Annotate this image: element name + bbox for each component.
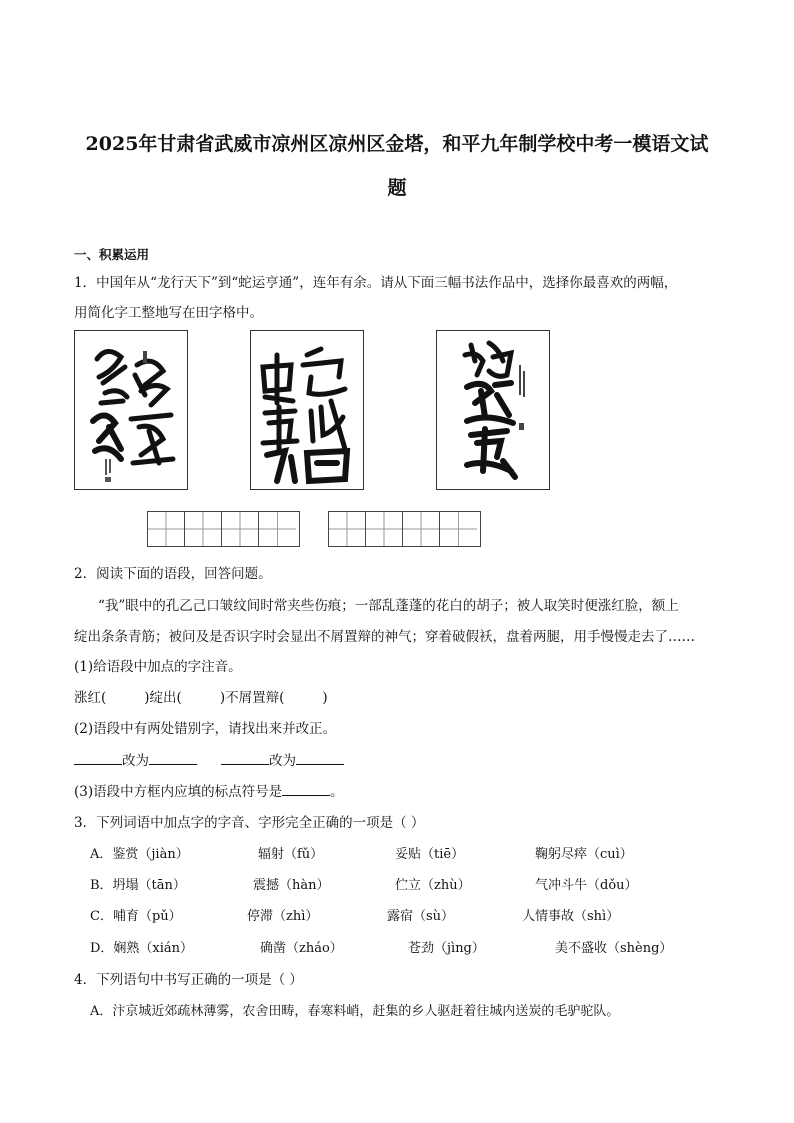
calligraphy-artwork-2 [251, 331, 363, 489]
q3-stem: 3．下列词语中加点字的字音、字形完全正确的一项是（ ） [74, 815, 425, 831]
q2-stem: 2．阅读下面的语段，回答问题。 [74, 566, 272, 582]
q3-option-d-2: 确凿（zháo） [260, 941, 343, 956]
answer-blank[interactable] [296, 752, 344, 765]
grid-cell[interactable] [259, 512, 296, 546]
q2-sub2-answer [74, 749, 344, 769]
q3-option-a-3: 妥贴（tiē） [395, 847, 465, 862]
answer-blank[interactable] [74, 752, 122, 765]
q2-passage-line2: 绽出条条青筋；被问及是否识字时会显出不屑置辩的神气；穿着破假袄，盘着两腿，用手慢慢走去了…… [74, 629, 695, 645]
q1-stem-line2: 用简化字工整地写在田字格中。 [74, 305, 263, 321]
q2-sub2-mid-2: 改为 [269, 753, 296, 769]
q2-sub1-item-3: )不屑置辩( [219, 690, 285, 706]
q2-sub2-mid-1: 改为 [122, 753, 149, 769]
q3-option-c-4: 人情事故（shì） [522, 909, 620, 924]
q4-stem: 4．下列语句中书写正确的一项是（ ） [74, 972, 303, 988]
q4-option-a[interactable]: A．汴京城近郊疏林薄雾，农舍田畴，春寒料峭，赶集的乡人驱赶着往城内送炭的毛驴驼队。 [90, 1004, 620, 1019]
grid-cell[interactable] [366, 512, 403, 546]
q2-sub1-item-4: ) [322, 690, 328, 706]
writing-grid-2[interactable] [328, 511, 481, 547]
q1-stem-line1: 1．中国年从“龙行天下”到“蛇运亨通”，连年有余。请从下面三幅书法作品中，选择你最喜欢的两幅， [74, 275, 678, 291]
q3-option-b-2: 震撼（hàn） [253, 878, 330, 893]
q2-sub3-text: (3)语段中方框内应填的标点符号是 [74, 784, 283, 800]
answer-blank[interactable] [282, 783, 330, 796]
q3-option-c-1[interactable]: C．哺育（pǔ） [90, 909, 182, 924]
q3-option-d-3: 苍劲（jìng） [408, 941, 485, 956]
grid-cell[interactable] [440, 512, 477, 546]
answer-blank[interactable] [221, 752, 269, 765]
grid-cell[interactable] [403, 512, 440, 546]
calligraphy-image-2 [250, 330, 364, 490]
q3-option-b-4: 气冲斗牛（dǒu） [535, 878, 638, 893]
section-heading: 一、积累运用 [74, 247, 150, 262]
grid-cell[interactable] [148, 512, 185, 546]
q2-sub3-end: 。 [330, 784, 344, 800]
q3-option-c-3: 露宿（sù） [387, 909, 455, 924]
q3-option-d-4: 美不盛收（shèng） [555, 941, 673, 956]
q2-passage-line1: “我”眼中的孔乙己口皱纹间时常夹些伤痕；一部乱蓬蓬的花白的胡子；被人取笑时便涨红脸，额上 [98, 598, 679, 614]
q3-option-a-4: 鞠躬尽瘁（cuì） [535, 847, 633, 862]
q2-sub1-item-1: 涨红( [74, 690, 107, 706]
calligraphy-image-3 [436, 330, 550, 490]
calligraphy-artwork-1 [75, 331, 187, 489]
q2-sub2: (2)语段中有两处错别字，请找出来并改正。 [74, 721, 337, 737]
grid-cell[interactable] [329, 512, 366, 546]
q2-sub1-items [74, 686, 328, 706]
document-title-line2: 题 [387, 177, 407, 199]
grid-cell[interactable] [185, 512, 222, 546]
q3-option-b-3: 伫立（zhù） [395, 878, 471, 893]
q3-option-d-1[interactable]: D．娴熟（xián） [90, 941, 194, 956]
document-title [60, 122, 734, 210]
q2-sub1: (1)给语段中加点的字注音。 [74, 659, 242, 675]
q2-sub3 [74, 780, 344, 800]
q3-option-c-2: 停滞（zhì） [247, 909, 319, 924]
calligraphy-image-1 [74, 330, 188, 490]
answer-blank[interactable] [149, 752, 197, 765]
q3-option-b-1[interactable]: B．坍塌（tān） [90, 878, 186, 893]
calligraphy-artwork-3 [437, 331, 549, 489]
writing-grid-1[interactable] [147, 511, 300, 547]
q2-sub1-item-2: )绽出( [144, 690, 182, 706]
q3-option-a-2: 辐射（fǔ） [258, 847, 324, 862]
grid-cell[interactable] [222, 512, 259, 546]
document-title-line1: 2025年甘肃省武威市凉州区凉州区金塔，和平九年制学校中考一模语文试 [85, 133, 709, 155]
q3-option-a-1[interactable]: A．鉴赏（jiàn） [90, 847, 189, 862]
